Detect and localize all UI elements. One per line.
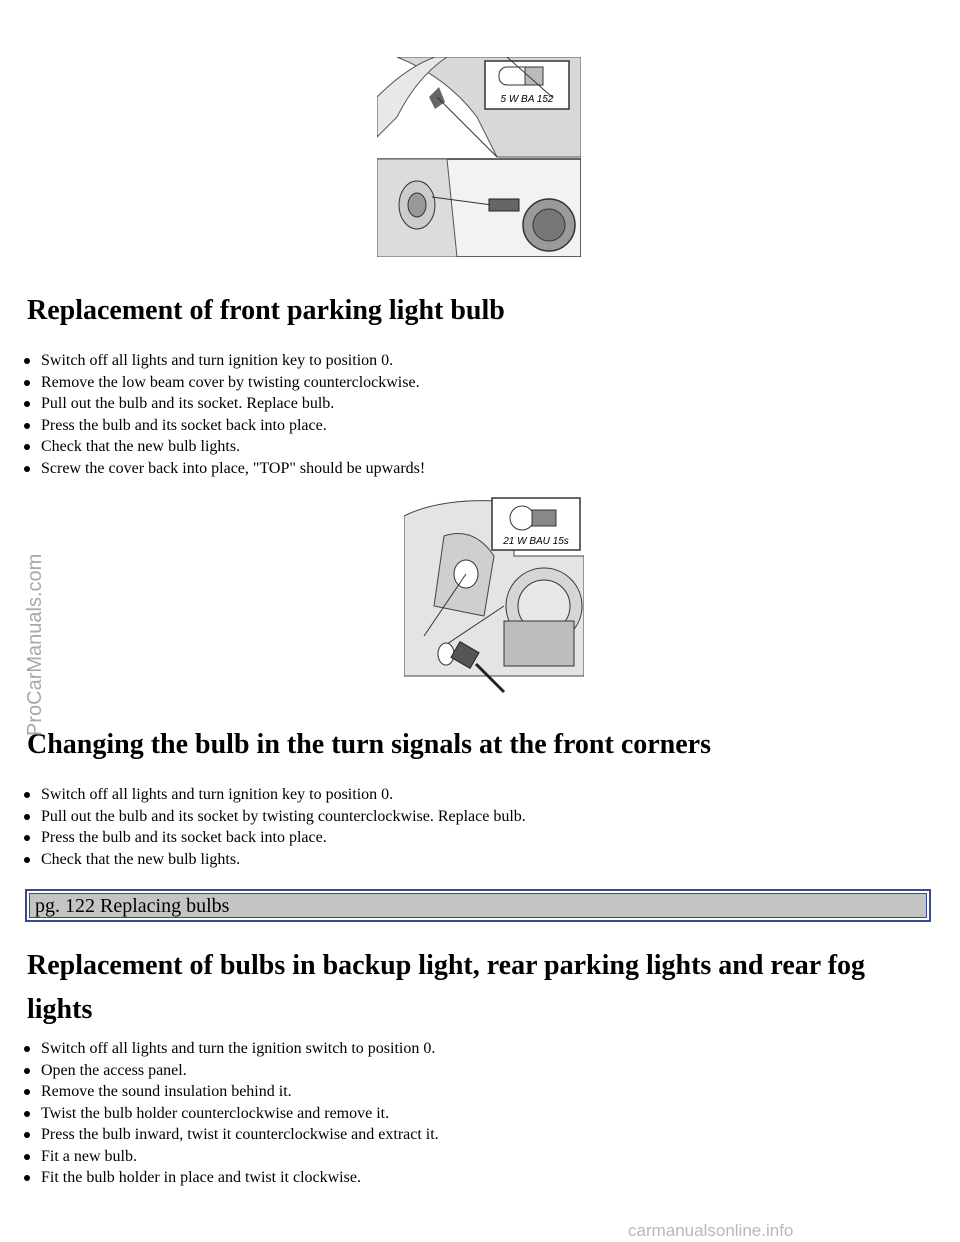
- list-item: Switch off all lights and turn the ignition switch to position 0.: [0, 1038, 439, 1060]
- bulb-spec-label: 5 W BA 152: [500, 94, 554, 105]
- page-header-bar: [25, 889, 931, 922]
- list-item: Press the bulb and its socket back into place.: [0, 827, 526, 849]
- steps-list-turn: [0, 784, 526, 870]
- steps-list-parking: [0, 350, 425, 479]
- list-item: Twist the bulb holder counterclockwise and remove it.: [0, 1103, 439, 1125]
- steps-list-rear: [0, 1038, 439, 1189]
- list-item: Press the bulb and its socket back into place.: [0, 415, 425, 437]
- section-title-parking: Replacement of front parking light bulb: [27, 295, 505, 326]
- list-item: Press the bulb inward, twist it counterclockwise and extract it.: [0, 1124, 439, 1146]
- bulb-spec-label: 21 W BAU 15s: [503, 536, 569, 547]
- watermark-vertical: ProCarManuals.com: [24, 553, 46, 736]
- bulb-inset: [485, 61, 569, 109]
- list-item: Fit a new bulb.: [0, 1146, 439, 1168]
- list-item: Screw the cover back into place, "TOP" should be upwards!: [0, 458, 425, 480]
- list-item: Remove the sound insulation behind it.: [0, 1081, 439, 1103]
- list-item: Pull out the bulb and its socket by twisting counterclockwise. Replace bulb.: [0, 806, 526, 828]
- list-item: Pull out the bulb and its socket. Replace bulb.: [0, 393, 425, 415]
- bulb-inset: [492, 498, 580, 550]
- page-header-label: pg. 122 Replacing bulbs: [29, 893, 927, 918]
- list-item: Switch off all lights and turn ignition key to position 0.: [0, 784, 526, 806]
- section-title-rear: Replacement of bulbs in backup light, rear parking lights and rear fog lights: [27, 950, 866, 1025]
- list-item: Check that the new bulb lights.: [0, 849, 526, 871]
- list-item: Fit the bulb holder in place and twist it clockwise.: [0, 1167, 439, 1189]
- list-item: Check that the new bulb lights.: [0, 436, 425, 458]
- list-item: Open the access panel.: [0, 1060, 439, 1082]
- section-title-turn: Changing the bulb in the turn signals at the front corners: [27, 729, 712, 760]
- list-item: Remove the low beam cover by twisting counterclockwise.: [0, 372, 425, 394]
- watermark-bottom: carmanualsonline.info: [628, 1221, 794, 1240]
- parking-light-figure: [377, 57, 581, 257]
- list-item: Switch off all lights and turn ignition key to position 0.: [0, 350, 425, 372]
- turn-signal-figure: [404, 496, 584, 698]
